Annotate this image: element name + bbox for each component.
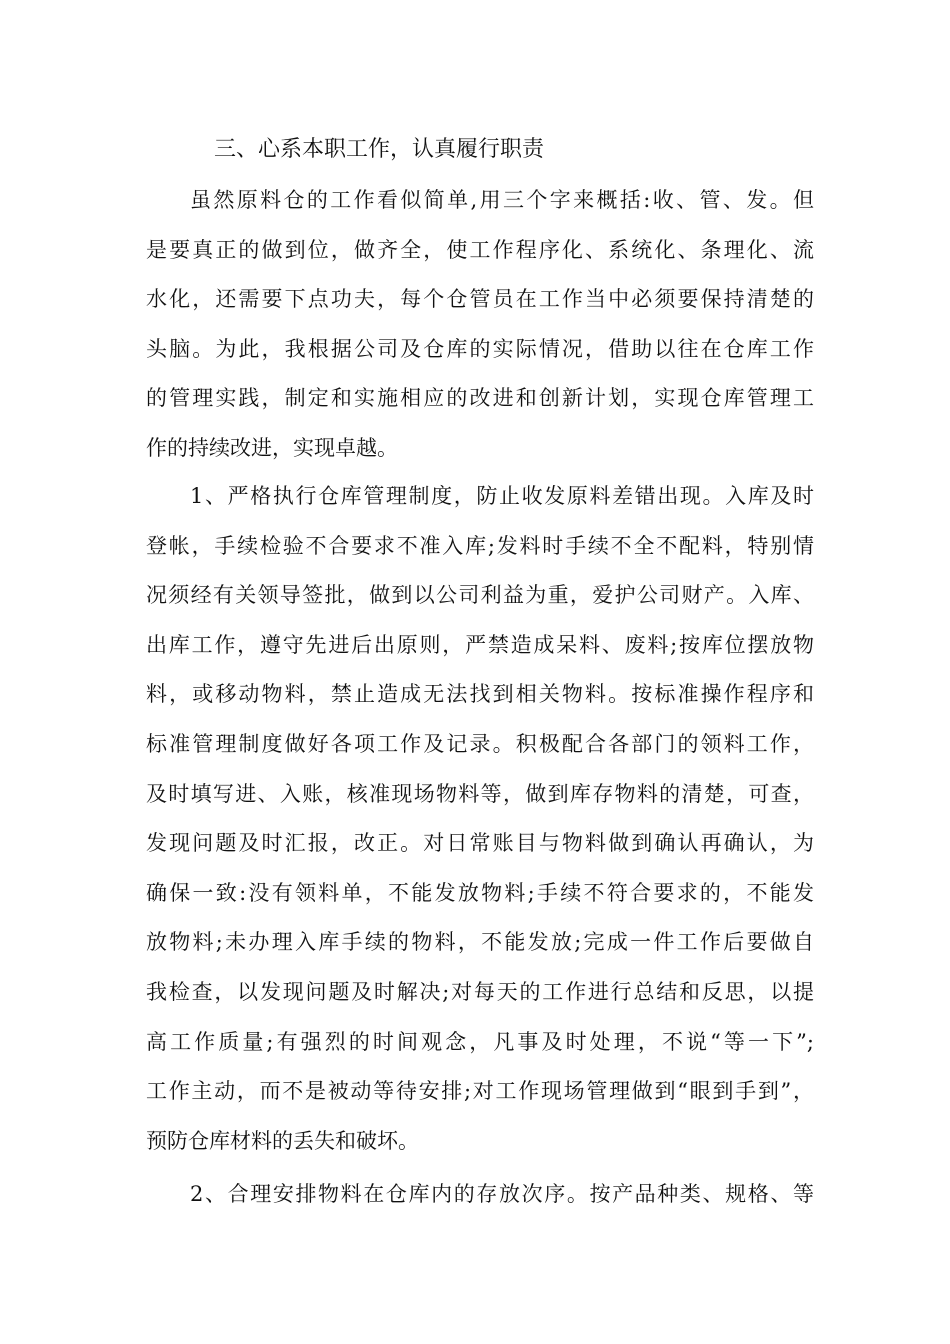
text-line: 虽然原料仓的工作看似简单,用三个字来概括:收、管、发。但 <box>190 188 814 212</box>
text-line: 的管理实践，制定和实施相应的改进和创新计划，实现仓库管理工 <box>146 386 814 411</box>
text-line: 是要真正的做到位，做齐全，使工作程序化、系统化、条理化、流 <box>146 237 814 262</box>
text-line: 出库工作，遵守先进后出原则，严禁造成呆料、废料;按库位摆放物 <box>146 632 814 657</box>
text-line: 及时填写进、入账，核准现场物料等，做到库存物料的清楚，可查， <box>146 781 814 806</box>
text-line: 标准管理制度做好各项工作及记录。积极配合各部门的领料工作， <box>146 731 814 756</box>
text-line: 头脑。为此，我根据公司及仓库的实际情况，借助以往在仓库工作 <box>146 336 814 361</box>
paragraph-item-1 <box>146 472 814 1166</box>
text-line: 登帐，手续检验不合要求不准入库;发料时手续不全不配料，特别情 <box>146 533 814 558</box>
text-line: 高工作质量;有强烈的时间观念，凡事及时处理，不说“等一下”; <box>146 1029 814 1054</box>
text-line: 2、合理安排物料在仓库内的存放次序。按产品种类、规格、等 <box>190 1182 814 1206</box>
text-line: 确保一致:没有领料单，不能发放物料;手续不符合要求的，不能发 <box>146 880 814 905</box>
text-line: 放物料;未办理入库手续的物料，不能发放;完成一件工作后要做自 <box>146 930 814 955</box>
paragraph-item-2 <box>146 1170 814 1220</box>
section-heading: 三、心系本职工作，认真履行职责 <box>214 137 545 162</box>
text-line: 我检查，以发现问题及时解决;对每天的工作进行总结和反思，以提 <box>146 979 814 1004</box>
text-line: 发现问题及时汇报，改正。对日常账目与物料做到确认再确认，为 <box>146 831 814 856</box>
text-line: 水化，还需要下点功夫，每个仓管员在工作当中必须要保持清楚的 <box>146 287 814 312</box>
text-line: 1、严格执行仓库管理制度，防止收发原料差错出现。入库及时 <box>190 484 814 508</box>
text-line: 作的持续改进，实现卓越。 <box>146 435 398 460</box>
paragraph-intro <box>146 176 814 474</box>
text-line: 工作主动，而不是被动等待安排;对工作现场管理做到“眼到手到”， <box>146 1079 814 1104</box>
text-line: 况须经有关领导签批，做到以公司利益为重，爱护公司财产。入库、 <box>146 583 814 608</box>
text-line: 料，或移动物料，禁止造成无法找到相关物料。按标准操作程序和 <box>146 682 814 707</box>
text-line: 预防仓库材料的丢失和破坏。 <box>146 1128 419 1153</box>
